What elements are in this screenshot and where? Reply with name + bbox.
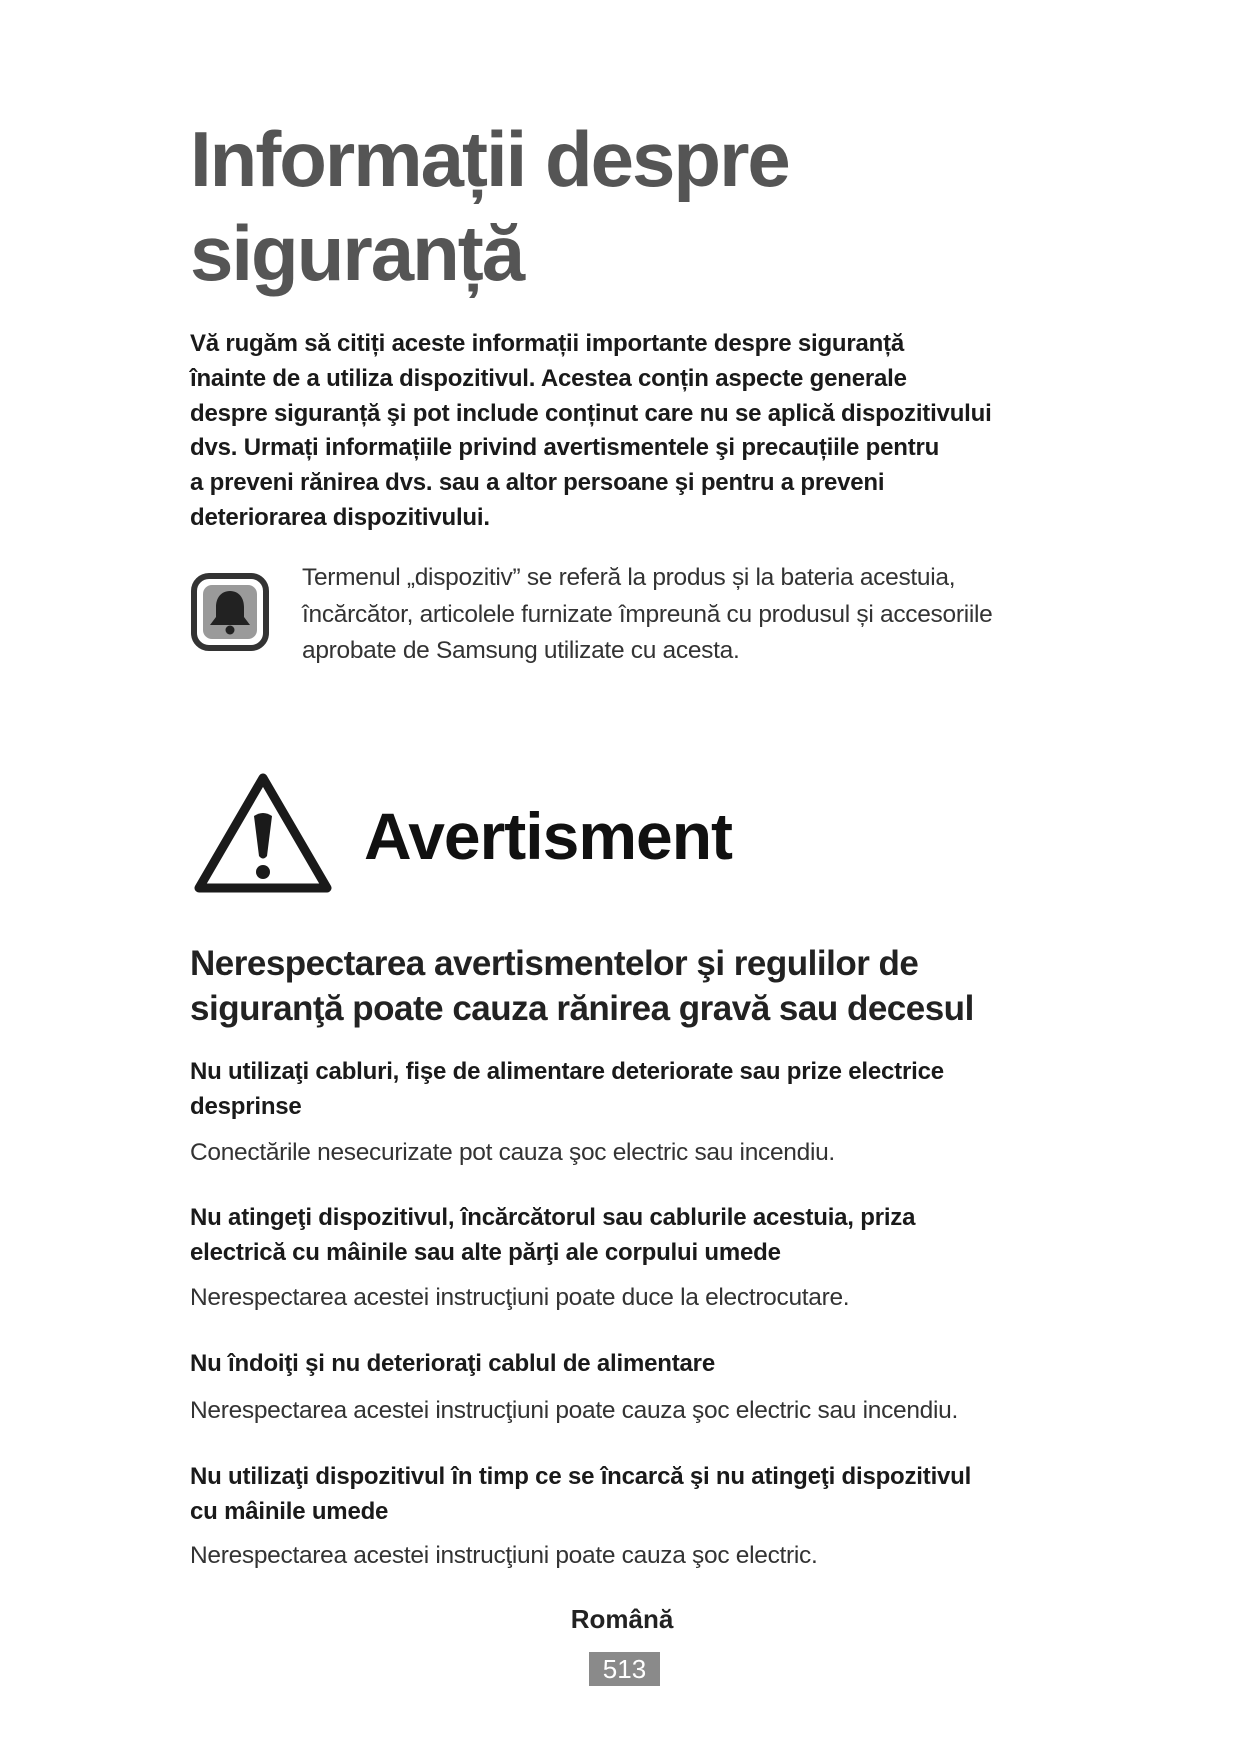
note-line: încărcător, articolele furnizate împreună cu produsul și accesoriile xyxy=(302,600,993,628)
title-line: Informații despre xyxy=(190,115,789,203)
warning-item-heading xyxy=(190,1054,944,1124)
item-heading-line: desprinse xyxy=(190,1093,302,1120)
title-line: siguranță xyxy=(190,209,524,297)
note-line: Termenul „dispozitiv” se referă la produs și la bateria acestuia, xyxy=(302,564,956,591)
warning-heading: Avertisment xyxy=(364,799,733,873)
warning-item-heading xyxy=(190,1459,971,1529)
intro-line: despre siguranță şi pot include conținut care nu se aplică dispozitivului xyxy=(190,399,992,427)
intro-paragraph xyxy=(190,327,992,536)
note-text xyxy=(302,560,992,670)
intro-line: înainte de a utiliza dispozitivul. Acestea conțin aspecte generale xyxy=(190,364,907,392)
warning-item-body: Nerespectarea acestei instrucţiuni poate cauza şoc electric sau incendiu. xyxy=(190,1397,958,1424)
item-heading-line: Nu îndoiţi şi nu deterioraţi cablul de alimentare xyxy=(190,1350,715,1377)
bell-note-icon xyxy=(190,572,270,652)
intro-line: Vă rugăm să citiți aceste informații importante despre siguranță xyxy=(190,330,905,357)
note-line: aprobate de Samsung utilizate cu acesta. xyxy=(302,637,740,664)
section-heading-line: siguranţă poate cauza rănirea gravă sau decesul xyxy=(190,989,974,1028)
warning-item-heading xyxy=(190,1200,915,1270)
warning-item-body: Nerespectarea acestei instrucţiuni poate duce la electrocutare. xyxy=(190,1284,850,1311)
warning-item-body: Nerespectarea acestei instrucţiuni poate cauza şoc electric. xyxy=(190,1542,818,1569)
item-heading-line: cu mâinile umede xyxy=(190,1498,389,1525)
section-heading xyxy=(190,941,974,1031)
item-heading-line: Nu utilizaţi dispozitivul în timp ce se încarcă şi nu atingeţi dispozitivul xyxy=(190,1463,972,1490)
footer-language: Română xyxy=(570,1604,674,1634)
warning-item-heading xyxy=(190,1346,715,1381)
item-heading-line: Nu atingeţi dispozitivul, încărcătorul sau cablurile acestuia, priza xyxy=(190,1204,916,1231)
intro-line: a preveni rănirea dvs. sau a altor persoane şi pentru a preveni xyxy=(190,469,885,497)
page-title xyxy=(190,112,789,300)
warning-triangle-icon xyxy=(190,769,336,897)
warning-item-body: Conectările nesecurizate pot cauza şoc electric sau incendiu. xyxy=(190,1139,835,1166)
section-heading-line: Nerespectarea avertismentelor şi regulilor de xyxy=(190,944,919,983)
item-heading-line: electrică cu mâinile sau alte părţi ale corpului umede xyxy=(190,1239,781,1266)
page-number-badge: 513 xyxy=(589,1652,660,1686)
intro-line: deteriorarea dispozitivului. xyxy=(190,503,490,531)
item-heading-line: Nu utilizaţi cabluri, fişe de alimentare deteriorate sau prize electrice xyxy=(190,1058,944,1085)
intro-line: dvs. Urmați informațiile privind avertismentele şi precauțiile pentru xyxy=(190,434,940,462)
